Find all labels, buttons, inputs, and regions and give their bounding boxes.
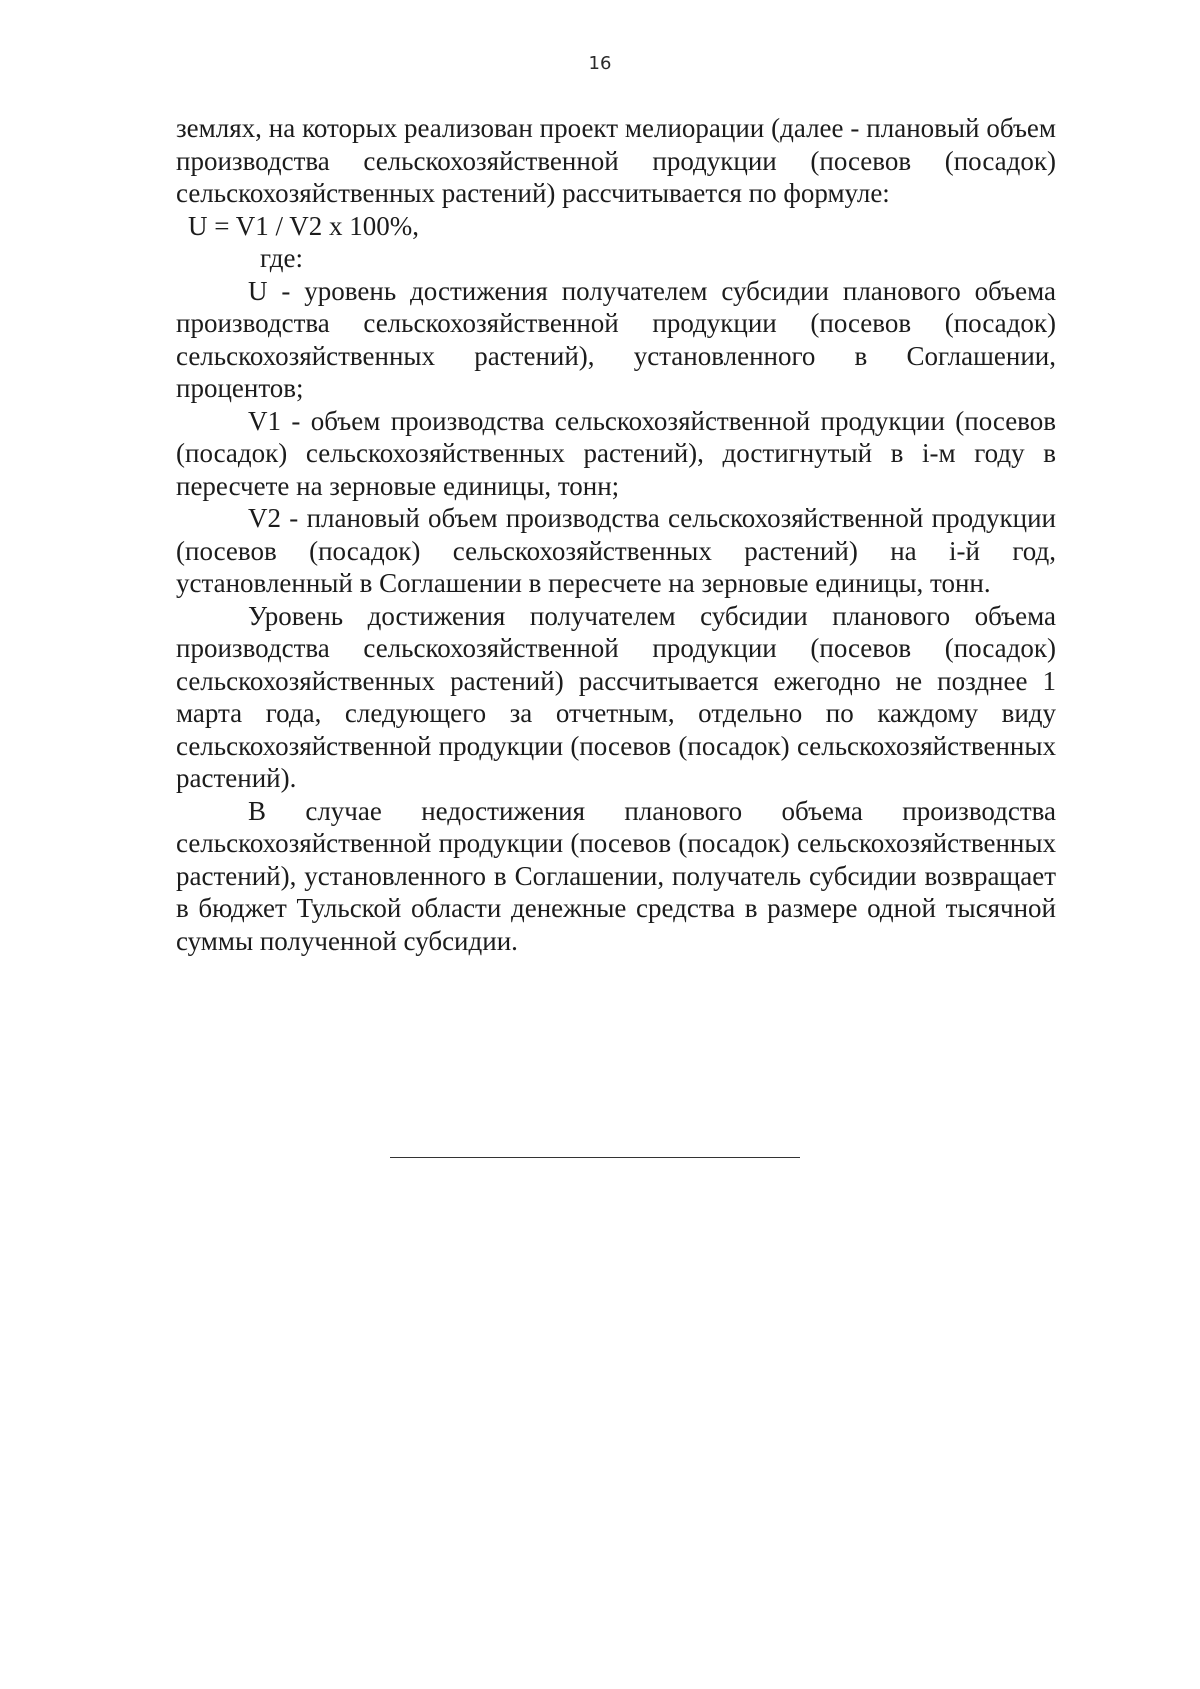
definition-v2: V2 - плановый объем производства сельскохозяйственной продукции (посевов (посадок) сельскохозяйственных растений) на i-й год, установленный в Соглашении в пересчете на зерновые единицы, тонн. [176, 503, 1056, 598]
paragraph-subsidy-return: В случае недостижения планового объема производства сельскохозяйственной продукции (посевов (посадок) сельскохозяйственных растений), установленного в Соглашении, получатель субсидии возвращает в бюджет Тульской области денежные средства в размере одной тысячной суммы полученной субсидии. [176, 795, 1056, 956]
definition-u: U - уровень достижения получателем субсидии планового объема производства сельскохозяйственной продукции (посевов (посадок) сельскохозяйственных растений), установленного в Соглашении, процентов; [176, 275, 1056, 403]
paragraph-continuation: землях, на которых реализован проект мелиорации (далее - плановый объем производства сельскохозяйственной продукции (посевов (посадок) сельскохозяйственных растений) рассчитывается по формуле: [176, 113, 1056, 208]
end-separator-line [390, 1157, 800, 1158]
definition-v1: V1 - объем производства сельскохозяйственной продукции (посевов (посадок) сельскохозяйственных растений), достигнутый в i-м году в пересчете на зерновые единицы, тонн; [176, 405, 1056, 501]
formula-where-label: где: [260, 243, 303, 273]
paragraph-achievement-level: Уровень достижения получателем субсидии планового объема производства сельскохозяйственной продукции (посевов (посадок) сельскохозяйственных растений) рассчитывается ежегодно не позднее 1 марта года, следующего за отчетным, отдельно по каждому виду сельскохозяйственной продукции (посевов (посадок) сельскохозяйственных растений). [176, 600, 1056, 793]
page-number: 16 [588, 53, 612, 74]
formula: U = V1 / V2 x 100%, [188, 210, 419, 241]
document-body [176, 112, 1056, 957]
